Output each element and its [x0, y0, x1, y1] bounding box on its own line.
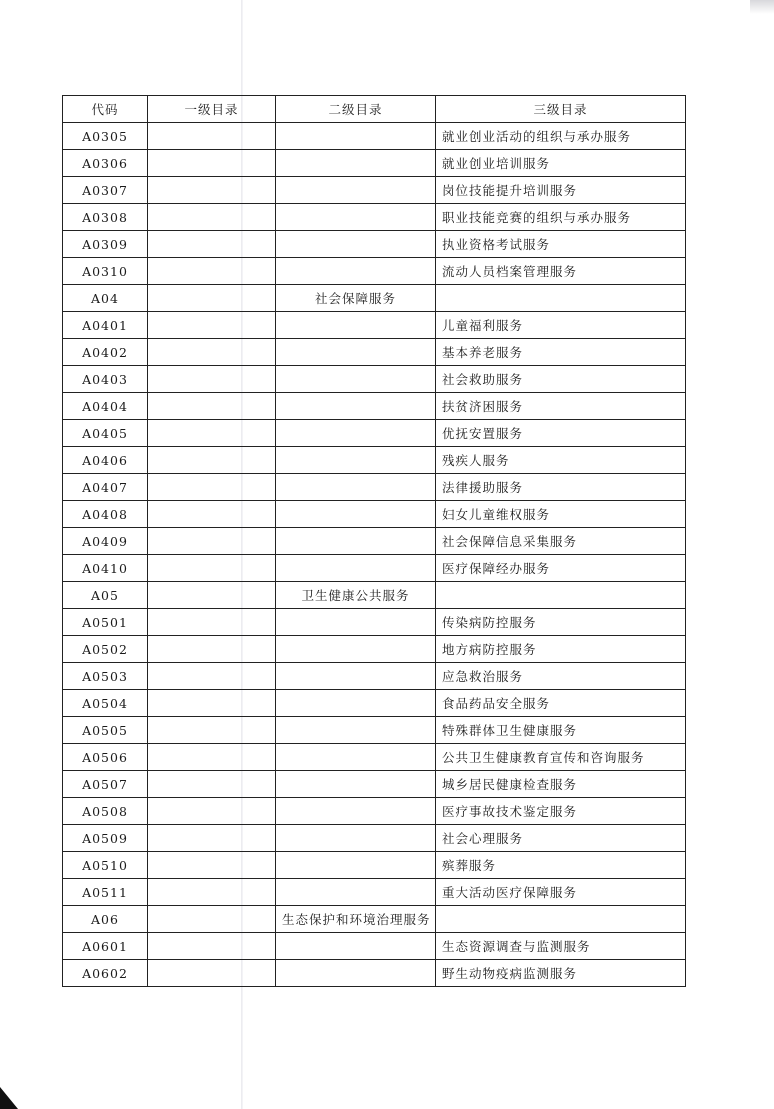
table-row	[63, 663, 686, 690]
cell-code: A0504	[63, 690, 148, 717]
table-row	[63, 231, 686, 258]
table-row	[63, 501, 686, 528]
cell-code: A06	[63, 906, 148, 933]
cell-code: A05	[63, 582, 148, 609]
cell-code: A0407	[63, 474, 148, 501]
cell-code: A0405	[63, 420, 148, 447]
cell-code: A0409	[63, 528, 148, 555]
cell-level2	[276, 744, 436, 771]
cell-level2	[276, 933, 436, 960]
cell-level3: 食品药品安全服务	[436, 690, 686, 717]
table-row	[63, 393, 686, 420]
cell-level2	[276, 663, 436, 690]
cell-level3: 岗位技能提升培训服务	[436, 177, 686, 204]
cell-level1	[148, 960, 276, 987]
cell-level3: 就业创业活动的组织与承办服务	[436, 123, 686, 150]
cell-code: A0506	[63, 744, 148, 771]
cell-level1	[148, 663, 276, 690]
table-row	[63, 771, 686, 798]
cell-level3: 城乡居民健康检查服务	[436, 771, 686, 798]
cell-level1	[148, 474, 276, 501]
cell-code: A0306	[63, 150, 148, 177]
cell-level3: 流动人员档案管理服务	[436, 258, 686, 285]
cell-level3: 应急救治服务	[436, 663, 686, 690]
cell-level2	[276, 960, 436, 987]
table-row	[63, 447, 686, 474]
cell-code: A0404	[63, 393, 148, 420]
table-row	[63, 474, 686, 501]
table-body	[63, 123, 686, 987]
table-row	[63, 825, 686, 852]
cell-code: A0511	[63, 879, 148, 906]
cell-code: A0505	[63, 717, 148, 744]
cell-code: A04	[63, 285, 148, 312]
cell-level1	[148, 150, 276, 177]
cell-level3: 法律援助服务	[436, 474, 686, 501]
header-level1: 一级目录	[148, 96, 276, 123]
cell-level2	[276, 231, 436, 258]
cell-level3	[436, 285, 686, 312]
table-row	[63, 528, 686, 555]
cell-level2	[276, 312, 436, 339]
cell-level2	[276, 771, 436, 798]
cell-level3: 职业技能竞赛的组织与承办服务	[436, 204, 686, 231]
cell-level1	[148, 447, 276, 474]
cell-level3: 执业资格考试服务	[436, 231, 686, 258]
cell-level3: 基本养老服务	[436, 339, 686, 366]
table-row	[63, 123, 686, 150]
table-row	[63, 906, 686, 933]
cell-level2	[276, 852, 436, 879]
cell-level2	[276, 393, 436, 420]
cell-level2	[276, 825, 436, 852]
cell-code: A0309	[63, 231, 148, 258]
cell-code: A0410	[63, 555, 148, 582]
cell-level1	[148, 636, 276, 663]
cell-level2: 卫生健康公共服务	[276, 582, 436, 609]
cell-level3: 公共卫生健康教育宣传和咨询服务	[436, 744, 686, 771]
table-row	[63, 852, 686, 879]
table-row	[63, 258, 686, 285]
cell-code: A0403	[63, 366, 148, 393]
cell-level1	[148, 825, 276, 852]
cell-level3: 社会救助服务	[436, 366, 686, 393]
cell-level2	[276, 528, 436, 555]
table-row	[63, 717, 686, 744]
cell-level1	[148, 123, 276, 150]
cell-level1	[148, 312, 276, 339]
cell-code: A0310	[63, 258, 148, 285]
cell-code: A0509	[63, 825, 148, 852]
table-row	[63, 177, 686, 204]
cell-level1	[148, 393, 276, 420]
cell-level1	[148, 582, 276, 609]
cell-level1	[148, 609, 276, 636]
cell-code: A0501	[63, 609, 148, 636]
cell-level1	[148, 285, 276, 312]
cell-level1	[148, 177, 276, 204]
cell-level2	[276, 258, 436, 285]
table-row	[63, 609, 686, 636]
cell-level3: 社会保障信息采集服务	[436, 528, 686, 555]
scan-corner-mark	[0, 1087, 18, 1109]
header-level2: 二级目录	[276, 96, 436, 123]
table-row	[63, 636, 686, 663]
table-row	[63, 312, 686, 339]
cell-level3: 地方病防控服务	[436, 636, 686, 663]
cell-level2	[276, 366, 436, 393]
cell-level3: 传染病防控服务	[436, 609, 686, 636]
cell-code: A0510	[63, 852, 148, 879]
cell-level1	[148, 879, 276, 906]
cell-code: A0305	[63, 123, 148, 150]
cell-level2	[276, 879, 436, 906]
cell-level1	[148, 717, 276, 744]
cell-level3: 社会心理服务	[436, 825, 686, 852]
cell-level3: 野生动物疫病监测服务	[436, 960, 686, 987]
cell-code: A0401	[63, 312, 148, 339]
cell-level1	[148, 366, 276, 393]
table-header-row	[63, 96, 686, 123]
service-catalog-table	[62, 95, 686, 987]
cell-level2	[276, 501, 436, 528]
table-row	[63, 960, 686, 987]
cell-level3: 生态资源调查与监测服务	[436, 933, 686, 960]
cell-level2	[276, 420, 436, 447]
cell-level3: 重大活动医疗保障服务	[436, 879, 686, 906]
cell-level2	[276, 150, 436, 177]
table-row	[63, 420, 686, 447]
table-row	[63, 555, 686, 582]
cell-level2	[276, 204, 436, 231]
cell-level3	[436, 582, 686, 609]
cell-level2	[276, 609, 436, 636]
cell-level2	[276, 474, 436, 501]
scan-edge-shadow	[750, 0, 774, 14]
cell-level2	[276, 798, 436, 825]
cell-level3: 特殊群体卫生健康服务	[436, 717, 686, 744]
table-row	[63, 933, 686, 960]
cell-level1	[148, 690, 276, 717]
cell-code: A0406	[63, 447, 148, 474]
cell-level3: 医疗保障经办服务	[436, 555, 686, 582]
cell-level2	[276, 555, 436, 582]
cell-level2	[276, 447, 436, 474]
cell-level1	[148, 231, 276, 258]
cell-level2: 生态保护和环境治理服务	[276, 906, 436, 933]
cell-level2	[276, 339, 436, 366]
cell-level2: 社会保障服务	[276, 285, 436, 312]
cell-level2	[276, 123, 436, 150]
table-row	[63, 798, 686, 825]
cell-code: A0402	[63, 339, 148, 366]
table-row	[63, 690, 686, 717]
cell-code: A0502	[63, 636, 148, 663]
header-level3: 三级目录	[436, 96, 686, 123]
cell-level3: 妇女儿童维权服务	[436, 501, 686, 528]
cell-level1	[148, 744, 276, 771]
cell-level1	[148, 501, 276, 528]
cell-code: A0507	[63, 771, 148, 798]
table-row	[63, 744, 686, 771]
cell-code: A0602	[63, 960, 148, 987]
table-row	[63, 582, 686, 609]
table-row	[63, 339, 686, 366]
table-row	[63, 879, 686, 906]
cell-level1	[148, 204, 276, 231]
cell-level1	[148, 933, 276, 960]
cell-level1	[148, 771, 276, 798]
cell-level1	[148, 420, 276, 447]
cell-level1	[148, 258, 276, 285]
table-row	[63, 366, 686, 393]
cell-level3: 殡葬服务	[436, 852, 686, 879]
cell-level3: 就业创业培训服务	[436, 150, 686, 177]
table-row	[63, 285, 686, 312]
cell-code: A0601	[63, 933, 148, 960]
cell-level3: 儿童福利服务	[436, 312, 686, 339]
header-code: 代码	[63, 96, 148, 123]
table-row	[63, 204, 686, 231]
cell-code: A0307	[63, 177, 148, 204]
cell-level2	[276, 636, 436, 663]
table-row	[63, 150, 686, 177]
cell-level3: 扶贫济困服务	[436, 393, 686, 420]
cell-level1	[148, 852, 276, 879]
cell-level3: 残疾人服务	[436, 447, 686, 474]
cell-level2	[276, 690, 436, 717]
cell-level2	[276, 717, 436, 744]
cell-level1	[148, 339, 276, 366]
cell-level3	[436, 906, 686, 933]
cell-level1	[148, 555, 276, 582]
cell-level3: 优抚安置服务	[436, 420, 686, 447]
cell-code: A0503	[63, 663, 148, 690]
cell-code: A0408	[63, 501, 148, 528]
cell-level1	[148, 798, 276, 825]
cell-code: A0508	[63, 798, 148, 825]
cell-level2	[276, 177, 436, 204]
cell-level1	[148, 528, 276, 555]
cell-level3: 医疗事故技术鉴定服务	[436, 798, 686, 825]
cell-code: A0308	[63, 204, 148, 231]
cell-level1	[148, 906, 276, 933]
